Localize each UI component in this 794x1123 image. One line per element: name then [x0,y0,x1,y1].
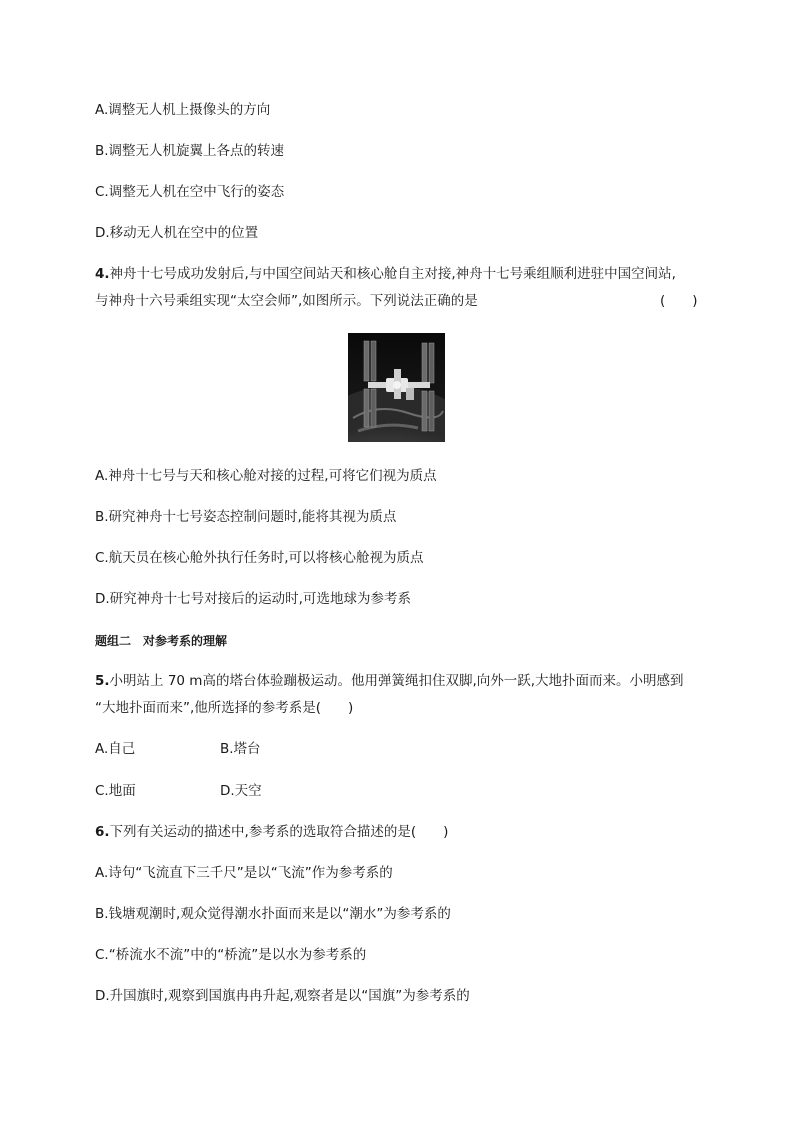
q6-option-d: D.升国旗时,观察到国旗冉冉升起,观察者是以“国旗”为参考系的 [95,988,470,1004]
q5-option-b: B.塔台 [220,741,261,757]
q4-answer-paren: ( ) [660,293,698,309]
q6-stem-text: 下列有关运动的描述中,参考系的选取符合描述的是( ) [109,824,449,840]
q5-option-d: D.天空 [220,783,262,799]
q4-number: 4. [95,266,110,282]
q5-option-a: A.自己 [95,741,136,757]
q4-option-d: D.研究神舟十七号对接后的运动时,可选地球为参考系 [95,591,411,607]
q3-option-d: D.移动无人机在空中的位置 [95,225,259,241]
q3-option-c: C.调整无人机在空中飞行的姿态 [95,184,285,200]
q4-stem-text: 神舟十七号成功发射后,与中国空间站天和核心舱自主对接,神舟十七号乘组顺利进驻中国空间站, [109,266,676,282]
q3-option-a: A.调整无人机上摄像头的方向 [95,102,271,118]
q4-stem-line1 [95,265,676,283]
q4-stem-line2: 与神舟十六号乘组实现“太空会师”,如图所示。下列说法正确的是 [95,293,478,309]
q6-number: 6. [95,824,110,840]
q3-option-b: B.调整无人机旋翼上各点的转速 [95,143,285,159]
q5-stem-line1 [95,672,684,690]
q5-stem-text: 小明站上 70 m高的塔台体验蹦极运动。他用弹簧绳扣住双脚,向外一跃,大地扑面而来。小明感到 [109,673,684,689]
space-station-image [348,333,445,442]
q5-option-c: C.地面 [95,783,136,799]
q6-option-a: A.诗句“飞流直下三千尺”是以“飞流”作为参考系的 [95,865,393,881]
q4-option-b: B.研究神舟十七号姿态控制问题时,能将其视为质点 [95,509,397,525]
q6-option-c: C.“桥流水不流”中的“桥流”是以水为参考系的 [95,947,367,963]
q4-option-c: C.航天员在核心舱外执行任务时,可以将核心舱视为质点 [95,550,424,566]
section-heading: 题组二 对参考系的理解 [95,634,228,648]
q6-stem [95,823,448,841]
q5-number: 5. [95,673,110,689]
q5-stem-line2: “大地扑面而来”,他所选择的参考系是( ) [95,700,354,716]
space-station-photo [348,333,445,442]
q6-option-b: B.钱塘观潮时,观众觉得潮水扑面而来是以“潮水”为参考系的 [95,906,451,922]
q4-option-a: A.神舟十七号与天和核心舱对接的过程,可将它们视为质点 [95,468,437,484]
